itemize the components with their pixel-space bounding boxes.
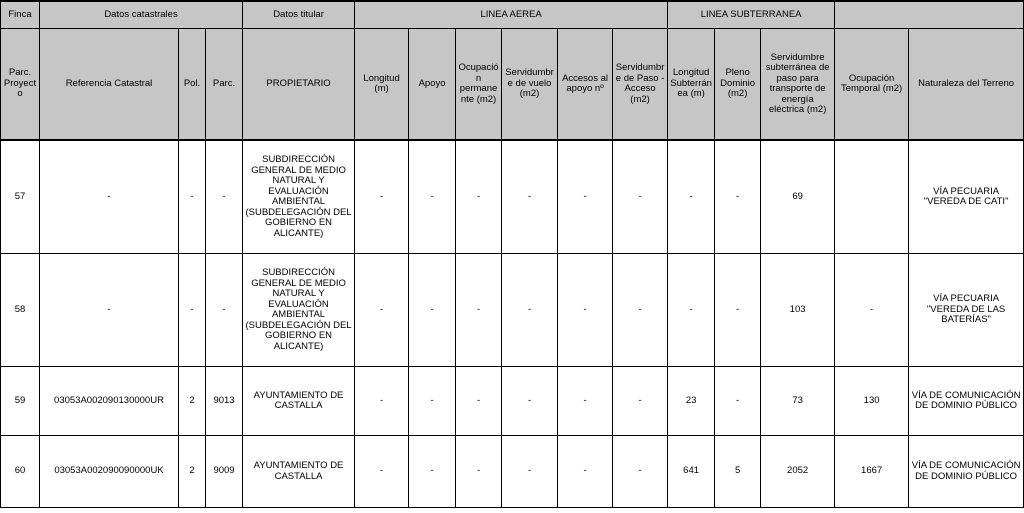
cell-ocupacion-permanente: - (456, 140, 502, 254)
cell-propietario: SUBDIRECCIÓN GENERAL DE MEDIO NATURAL Y EVALUACIÓN AMBIENTAL (SUBDELEGACIÓN DEL GOBIERNO EN ALICANTE) (243, 140, 355, 254)
col-ocupacion-temporal: Ocupación Temporal (m2) (835, 29, 909, 141)
cell-accesos-apoyo: - (558, 254, 613, 367)
table-row (1, 254, 1024, 367)
table-row (1, 436, 1024, 508)
cell-longitud: - (355, 367, 409, 436)
cell-servidumbre-vuelo: - (502, 436, 558, 508)
col-referencia-catastral: Referencia Catastral (40, 29, 179, 141)
cell-ocupacion-permanente: - (456, 436, 502, 508)
cell-pol: 2 (179, 436, 206, 508)
cell-servidumbre-paso-acceso: - (613, 140, 668, 254)
cell-referencia-catastral: 03053A002090090000UK (40, 436, 179, 508)
cell-ocupacion-temporal: - (835, 254, 909, 367)
cell-longitud-subterranea: - (668, 254, 715, 367)
cell-longitud-subterranea: - (668, 140, 715, 254)
cell-propietario: SUBDIRECCIÓN GENERAL DE MEDIO NATURAL Y EVALUACIÓN AMBIENTAL (SUBDELEGACIÓN DEL GOBIERNO EN ALICANTE) (243, 254, 355, 367)
cell-propietario: AYUNTAMIENTO DE CASTALLA (243, 367, 355, 436)
cell-servidumbre-paso-acceso: - (613, 436, 668, 508)
cell-ocupacion-temporal: 130 (835, 367, 909, 436)
col-ocupacion-permanente: Ocupación permanente (m2) (456, 29, 502, 141)
col-servidumbre-vuelo: Servidumbre de vuelo (m2) (502, 29, 558, 141)
cell-ocupacion-temporal (835, 140, 909, 254)
cell-pleno-dominio: - (715, 367, 761, 436)
col-accesos-apoyo: Accesos al apoyo nº (558, 29, 613, 141)
cell-parc: - (206, 254, 243, 367)
cell-pol: 2 (179, 367, 206, 436)
header-datos-titular: Datos titular (243, 1, 355, 29)
cell-pol: - (179, 140, 206, 254)
header-datos-catastrales: Datos catastrales (40, 1, 243, 29)
cell-ocupacion-permanente: - (456, 254, 502, 367)
cell-servidumbre-vuelo: - (502, 140, 558, 254)
cell-pleno-dominio: - (715, 140, 761, 254)
cell-parc: 9009 (206, 436, 243, 508)
cell-referencia-catastral: - (40, 254, 179, 367)
cell-pleno-dominio: - (715, 254, 761, 367)
col-servidumbre-paso-acceso: Servidumbre de Paso - Acceso (m2) (613, 29, 668, 141)
cell-parc: - (206, 140, 243, 254)
table-row (1, 140, 1024, 254)
cell-accesos-apoyo: - (558, 436, 613, 508)
cell-referencia-catastral: - (40, 140, 179, 254)
cell-ocupacion-temporal: 1667 (835, 436, 909, 508)
cell-apoyo: - (409, 140, 456, 254)
col-naturaleza-terreno: Naturaleza del Terreno (909, 29, 1024, 141)
cell-accesos-apoyo: - (558, 367, 613, 436)
cell-pol: - (179, 254, 206, 367)
cell-ocupacion-permanente: - (456, 367, 502, 436)
cell-parc-proyecto: 60 (1, 436, 40, 508)
header-linea-subterranea: LINEA SUBTERRANEA (668, 1, 835, 29)
cell-parc: 9013 (206, 367, 243, 436)
cell-pleno-dominio: 5 (715, 436, 761, 508)
col-parc: Parc. (206, 29, 243, 141)
cell-parc-proyecto: 57 (1, 140, 40, 254)
column-header-row (1, 29, 1024, 141)
header-finca: Finca (1, 1, 40, 29)
cell-servidumbre-subterranea: 69 (761, 140, 835, 254)
cell-apoyo: - (409, 254, 456, 367)
col-longitud-subterranea: Longitud Subterránea (m) (668, 29, 715, 141)
cell-parc-proyecto: 58 (1, 254, 40, 367)
col-longitud: Longitud (m) (355, 29, 409, 141)
cell-longitud-subterranea: 23 (668, 367, 715, 436)
col-pol: Pol. (179, 29, 206, 141)
col-apoyo: Apoyo (409, 29, 456, 141)
table-row (1, 367, 1024, 436)
cell-parc-proyecto: 59 (1, 367, 40, 436)
cell-accesos-apoyo: - (558, 140, 613, 254)
cell-longitud-subterranea: 641 (668, 436, 715, 508)
cell-servidumbre-subterranea: 73 (761, 367, 835, 436)
cell-longitud: - (355, 140, 409, 254)
cell-longitud: - (355, 254, 409, 367)
col-pleno-dominio: Pleno Dominio (m2) (715, 29, 761, 141)
cell-servidumbre-subterranea: 2052 (761, 436, 835, 508)
cell-naturaleza-terreno: VÍA DE COMUNICACIÓN DE DOMINIO PÚBLICO (909, 367, 1024, 436)
header-linea-aerea: LINEA AEREA (355, 1, 668, 29)
col-parc-proyecto: Parc. Proyecto (1, 29, 40, 141)
header-extra (835, 1, 1024, 29)
cell-referencia-catastral: 03053A002090130000UR (40, 367, 179, 436)
cell-servidumbre-subterranea: 103 (761, 254, 835, 367)
cell-longitud: - (355, 436, 409, 508)
cell-servidumbre-vuelo: - (502, 367, 558, 436)
cell-servidumbre-vuelo: - (502, 254, 558, 367)
col-propietario: PROPIETARIO (243, 29, 355, 141)
cell-servidumbre-paso-acceso: - (613, 254, 668, 367)
cell-servidumbre-paso-acceso: - (613, 367, 668, 436)
group-header-row (1, 1, 1024, 29)
cell-naturaleza-terreno: VÍA PECUARIA "VEREDA DE LAS BATERÍAS" (909, 254, 1024, 367)
cell-apoyo: - (409, 367, 456, 436)
col-servidumbre-subterranea: Servidumbre subterránea de paso para transporte de energía eléctrica (m2) (761, 29, 835, 141)
cell-naturaleza-terreno: VÍA DE COMUNICACIÓN DE DOMINIO PÚBLICO (909, 436, 1024, 508)
cell-naturaleza-terreno: VÍA PECUARIA "VEREDA DE CATI" (909, 140, 1024, 254)
cell-apoyo: - (409, 436, 456, 508)
cell-propietario: AYUNTAMIENTO DE CASTALLA (243, 436, 355, 508)
